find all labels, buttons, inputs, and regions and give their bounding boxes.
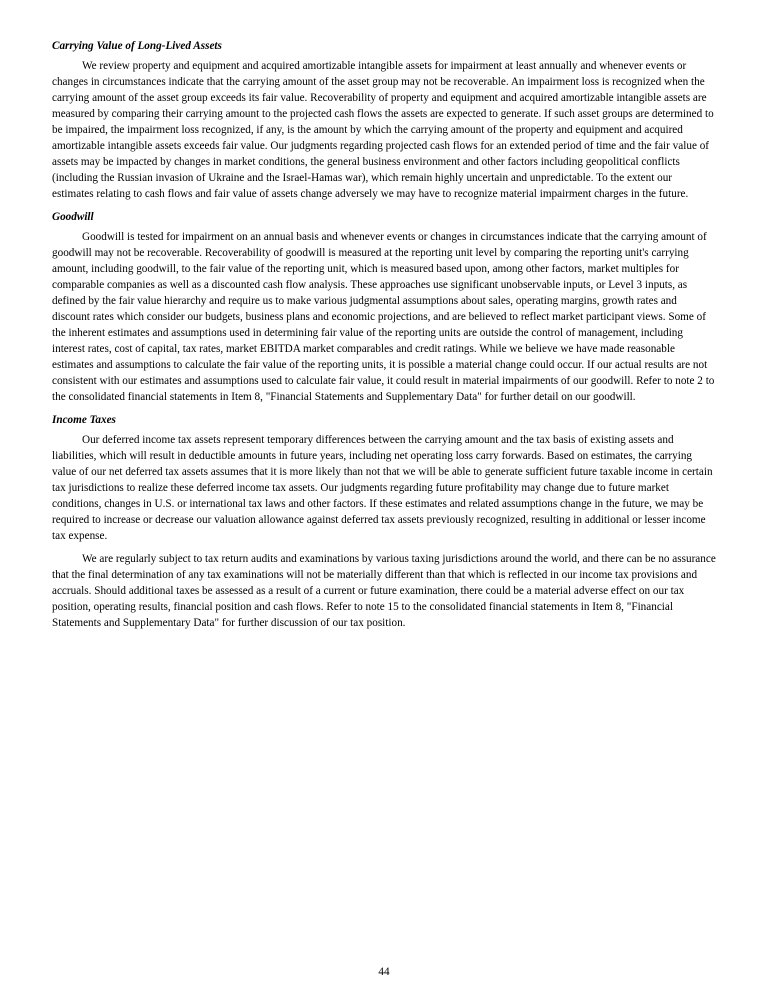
section-heading: Income Taxes [52,414,116,426]
section-heading: Carrying Value of Long-Lived Assets [52,40,222,52]
page-number: 44 [378,966,390,978]
section-paragraph: Our deferred income tax assets represent temporary differences between the carrying amount and the tax basis of existing assets and liabilities, which will result in deductible amounts in future years, including net operating loss carry forwards. Based on estimates, the carrying value of our net deferred tax assets assumes that it is more likely than not that we will be able to generate sufficient future taxable income in certain tax jurisdictions to realize these deferred income tax assets. Our judgments regarding future profitability may change due to future market conditions, changes in U.S. or international tax laws and other factors. If these estimates and related assumptions change in the future, we may be required to increase or decrease our valuation allowance against deferred tax assets previously recognized, resulting in additional or lesser income tax expense. [52,434,713,542]
section-paragraph: We review property and equipment and acquired amortizable intangible assets for impairment at least annually and whenever events or changes in circumstances indicate that the carrying amount of the asset group may not be recoverable. An impairment loss is recognized when the carrying amount of the asset group exceeds its fair value. Recoverability of property and equipment and acquired amortizable intangible assets are measured by comparing their carrying amount to the projected cash flows the assets are expected to generate. If such asset groups are determined to be impaired, the impairment loss recognized, if any, is the amount by which the carrying amount of the property and equipment and acquired amortizable intangible assets exceeds fair value. Our judgments regarding projected cash flows for an extended period of time and the fair value of assets may be impacted by changes in market conditions, the general business environment and other factors including geopolitical conflicts (including the Russian invasion of Ukraine and the Israel-Hamas war), which remain highly uncertain and unpredictable. To the extent our estimates relating to cash flows and fair value of assets change adversely we may have to recognize material impairment charges in the future. [52,60,714,200]
section-income-taxes [52,412,716,631]
section-goodwill [52,209,716,405]
section-paragraph: We are regularly subject to tax return audits and examinations by various taxing jurisdictions around the world, and there can be no assurance that the final determination of any tax examinations will not be materially different than that which is reflected in our income tax provisions and accruals. Should additional taxes be assessed as a result of a current or future examination, there could be a material adverse effect on our tax position, operating results, financial position and cash flows. Refer to note 15 to the consolidated financial statements in Item 8, "Financial Statements and Supplementary Data" for further discussion of our tax position. [52,553,716,629]
section-heading: Goodwill [52,211,94,223]
section-long-lived-assets [52,38,716,202]
document-page [52,38,716,638]
section-paragraph: Goodwill is tested for impairment on an annual basis and whenever events or changes in circumstances indicate that the carrying amount of goodwill may not be recoverable. Recoverability of goodwill is measured at the reporting unit level by comparing the reporting unit's carrying amount, including goodwill, to the fair value of the reporting unit, which is measured based upon, among other factors, market multiples for comparable companies as well as a discounted cash flow analysis. These approaches use significant unobservable inputs, or Level 3 inputs, as defined by the fair value hierarchy and require us to make various judgmental assumptions about sales, operating margins, growth rates and discount rates which consider our budgets, business plans and economic projections, and are believed to reflect market participant views. Some of the inherent estimates and assumptions used in determining fair value of the reporting units are outside the control of management, including interest rates, cost of capital, tax rates, market EBITDA market comparables and credit ratings. While we believe we have made reasonable estimates and assumptions to calculate the fair value of the reporting units, it is possible a material change could occur. If our actual results are not consistent with our estimates and assumptions used to calculate fair value, it could result in material impairments of our goodwill. Refer to note 2 to the consolidated financial statements in Item 8, "Financial Statements and Supplementary Data" for further detail on our goodwill. [52,231,715,403]
